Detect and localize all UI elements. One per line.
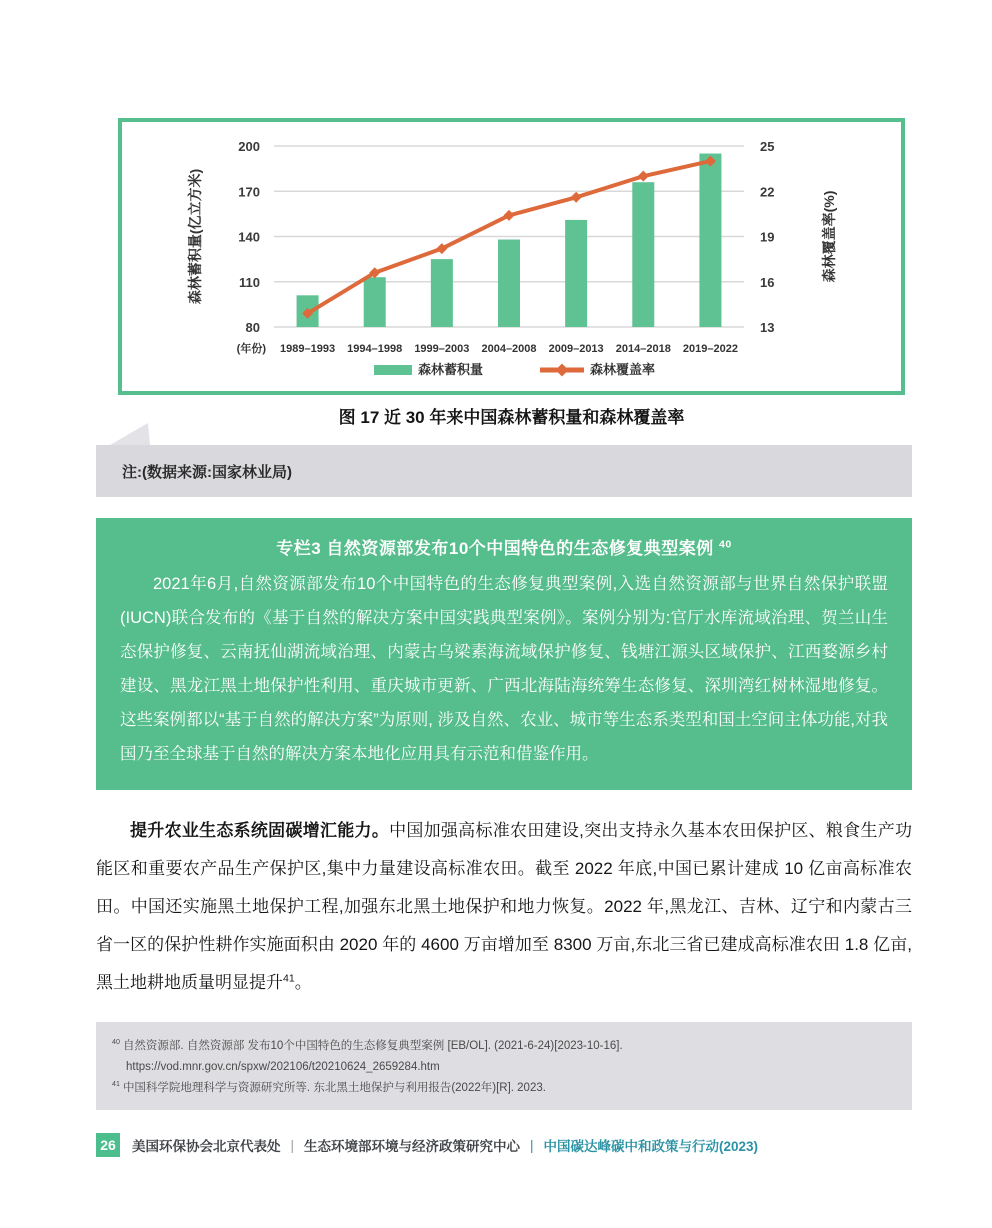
right-axis-tick: 19 — [760, 229, 775, 245]
legend-bar-label: 森林蓄积量 — [418, 362, 484, 377]
left-axis-tick: 80 — [245, 320, 260, 335]
right-axis-tick: 22 — [760, 184, 775, 200]
x-tick-label: 1989–1993 — [280, 343, 336, 355]
footnote-40-text: 自然资源部. 自然资源部 发布10个中国特色的生态修复典型案例 [EB/OL]. (2021-6-24)[2023-10-16]. https://vod.mnr.gov.cn/spxw/202106/t20210624_2659284.htm — [122, 1040, 623, 1073]
left-axis-tick: 110 — [239, 274, 260, 290]
page-footer — [96, 1132, 956, 1158]
right-axis-tick: 13 — [760, 320, 775, 335]
footnotes-block — [96, 1022, 912, 1110]
legend-bar-swatch — [374, 365, 412, 375]
footer-org-2: 生态环境部环境与经济政策研究中心 — [304, 1139, 521, 1154]
note-text: 注:(数据来源:国家林业局) — [122, 463, 292, 481]
legend-line-label: 森林覆盖率 — [590, 362, 656, 377]
bar-2009–2013 — [565, 220, 587, 327]
left-axis-tick: 200 — [238, 139, 260, 154]
body-paragraph — [96, 812, 912, 1002]
x-axis-prefix: (年份) — [236, 343, 266, 355]
callout-title-text: 专栏3 自然资源部发布10个中国特色的生态修复典型案例 — [276, 539, 714, 558]
footnote-41-superscript: 41 — [112, 1080, 120, 1089]
footnote-41-text: 中国科学院地理科学与资源研究所等. 东北黑土地保护与利用报告(2022年)[R]. 2023. — [122, 1082, 546, 1094]
callout-paragraph: 2021年6月,自然资源部发布10个中国特色的生态修复典型案例,入选自然资源部与世界自然保护联盟(IUCN)联合发布的《基于自然的解决方案中国实践典型案例》。案例分别为:官厅水库流域治理、贺兰山生态保护修复、云南抚仙湖流域治理、内蒙古乌梁素海流域保护修复、钱塘江源头区域保护、江西婺源乡村建设、黑龙江黑土地保护性利用、重庆城市更新、广西北海陆海统筹生态修复、深圳湾红树林湿地修复。这些案例都以“基于自然的解决方案”为原则, 涉及自然、农业、城市等生态系类型和国土空间主体功能,对我国乃至全球基于自然的解决方案本地化应用具有示范和借鉴作用。 — [120, 575, 888, 763]
line-marker — [571, 192, 582, 203]
figure-caption: 图 17 近 30 年来中国森林蓄积量和森林覆盖率 — [338, 408, 685, 427]
page-number-badge: 26 — [96, 1133, 120, 1157]
footer-divider-1: | — [290, 1137, 295, 1153]
right-axis-tick: 16 — [760, 274, 775, 290]
x-tick-label: 2019–2022 — [682, 343, 738, 355]
forest-chart-panel — [118, 118, 905, 395]
footer-divider-2: | — [530, 1137, 534, 1153]
left-axis-tick: 170 — [238, 184, 260, 200]
bar-2004–2008 — [498, 240, 520, 327]
x-tick-label: 1999–2003 — [414, 343, 470, 355]
body-tail: 。 — [294, 973, 312, 992]
body-superscript: 41 — [283, 972, 295, 985]
x-tick-label: 2009–2013 — [548, 343, 604, 355]
left-axis-tick: 140 — [238, 229, 260, 245]
body-text: 中国加强高标准农田建设,突出支持永久基本农田保护区、粮食生产功能区和重要农产品生产保护区,集中力量建设高标准农田。截至 2022 年底,中国已累计建成 10 亿亩高标准农田。中国还实施黑土地保护工程,加强东北黑土地保护和地力恢复。2022 年,黑龙江、吉林、辽宁和内蒙古三省一区的保护性耕作实施面积由 2020 年的 4600 万亩增加至 8300 万亩,东北三省已建成高标准农田 1.8 亿亩,黑土地耕地质量明显提升 — [96, 821, 912, 992]
line-marker — [638, 171, 649, 182]
x-tick-label: 2014–2018 — [615, 343, 671, 355]
body-lead-bold: 提升农业生态系统固碳增汇能力。 — [130, 821, 390, 840]
callout-title-superscript: 40 — [719, 538, 732, 551]
footnote-41 — [112, 1078, 892, 1099]
bar-2014–2018 — [632, 182, 654, 327]
note-bar — [96, 445, 912, 497]
bar-1999–2003 — [431, 259, 453, 327]
left-axis-title: 森林蓄积量(亿立方米) — [187, 168, 203, 305]
x-tick-label: 2004–2008 — [481, 343, 537, 355]
footnote-40-superscript: 40 — [112, 1038, 120, 1047]
right-axis-tick: 25 — [760, 139, 775, 154]
bar-2019–2022 — [699, 154, 721, 327]
footnote-40 — [112, 1036, 892, 1078]
legend-line-marker — [556, 364, 569, 377]
bar-1994–1998 — [364, 277, 386, 327]
right-axis-title: 森林覆盖率(%) — [821, 190, 837, 283]
footer-org-1: 美国环保协会北京代表处 — [132, 1139, 281, 1154]
footer-org-3: 中国碳达峰碳中和政策与行动(2023) — [543, 1139, 759, 1154]
callout-box-3 — [96, 518, 912, 790]
x-tick-label: 1994–1998 — [347, 343, 403, 355]
callout-title — [120, 534, 888, 559]
forest-stock-coverage-chart — [122, 122, 901, 391]
